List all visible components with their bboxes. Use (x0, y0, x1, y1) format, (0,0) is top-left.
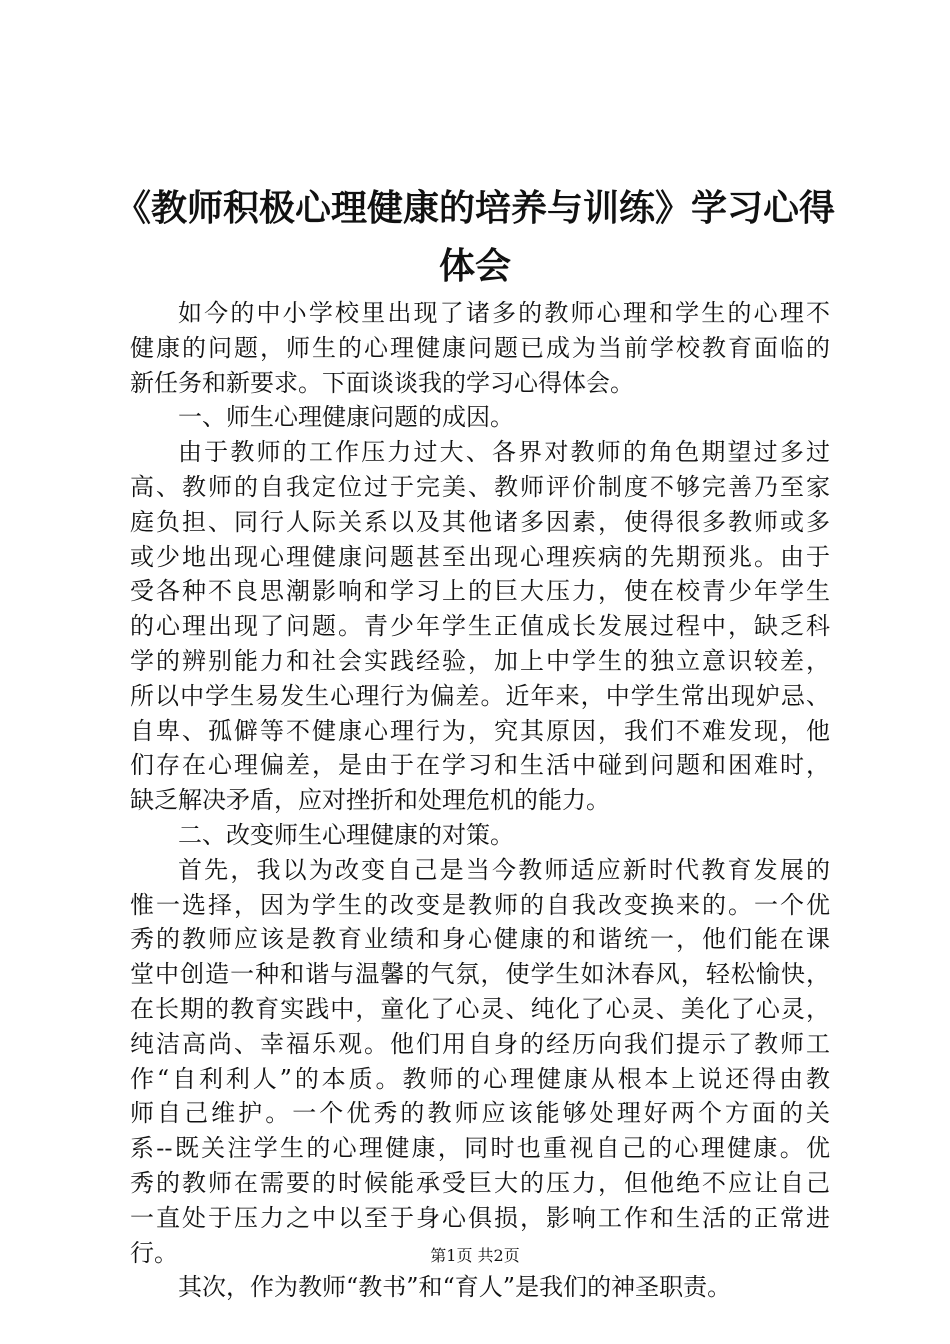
body-line: 秀的教师应该是教育业绩和身心健康的和谐统一，他们能在课 (130, 925, 830, 954)
body-line: 的心理出现了问题。青少年学生正值成长发展过程中，缺乏科 (130, 612, 830, 641)
body-line: 由于教师的工作压力过大、各界对教师的角色期望过多过 (178, 438, 830, 467)
body-line: 一、师生心理健康问题的成因。 (178, 403, 514, 432)
body-line: 如今的中小学校里出现了诸多的教师心理和学生的心理不 (178, 299, 830, 327)
body-line: 所以中学生易发生心理行为偏差。近年来，中学生常出现妒忌、 (130, 681, 830, 710)
body-line: 高、教师的自我定位过于完美、教师评价制度不够完善乃至家 (130, 472, 830, 501)
body-line: 自卑、孤僻等不健康心理行为，究其原因，我们不难发现，他 (130, 716, 830, 745)
body-line: 其次，作为教师“教书”和“育人”是我们的神圣职责。 (178, 1273, 732, 1302)
body-line: 秀的教师在需要的时候能承受巨大的压力，但他绝不应让自己 (130, 1168, 830, 1197)
body-line: 受各种不良思潮影响和学习上的巨大压力，使在校青少年学生 (130, 577, 830, 606)
body-line: 在长期的教育实践中，童化了心灵、纯化了心灵、美化了心灵， (130, 994, 830, 1023)
body-line: 系--既关注学生的心理健康，同时也重视自己的心理健康。优 (130, 1134, 830, 1163)
body-line: 师自己维护。一个优秀的教师应该能够处理好两个方面的关 (130, 1099, 830, 1128)
document-body (130, 296, 830, 1305)
document-title-line-2: 体会 (438, 245, 511, 287)
body-line: 健康的问题，师生的心理健康问题已成为当前学校教育面临的 (130, 333, 830, 362)
body-line: 行。 (130, 1238, 178, 1267)
body-line: 新任务和新要求。下面谈谈我的学习心得体会。 (130, 368, 634, 397)
document-title-line-1: 《教师积极心理健康的培养与训练》学习心得 (114, 187, 835, 229)
body-line: 二、改变师生心理健康的对策。 (178, 820, 514, 849)
page-footer: 第1页 共2页 (430, 1246, 520, 1265)
body-line: 一直处于压力之中以至于身心俱损，影响工作和生活的正常进 (130, 1203, 830, 1232)
body-line: 堂中创造一种和谐与温馨的气氛，使学生如沐春风，轻松愉快， (130, 960, 830, 989)
body-line: 或少地出现心理健康问题甚至出现心理疾病的先期预兆。由于 (130, 542, 830, 571)
body-line: 惟一选择，因为学生的改变是教师的自我改变换来的。一个优 (130, 890, 830, 919)
body-line: 庭负担、同行人际关系以及其他诸多因素，使得很多教师或多 (130, 507, 830, 536)
body-line: 首先，我以为改变自己是当今教师适应新时代教育发展的 (178, 855, 830, 884)
body-line: 学的辨别能力和社会实践经验，加上中学生的独立意识较差， (130, 646, 830, 675)
body-line: 缺乏解决矛盾，应对挫折和处理危机的能力。 (130, 786, 610, 815)
body-line: 作“自利利人”的本质。教师的心理健康从根本上说还得由教 (130, 1064, 830, 1093)
body-line: 纯洁高尚、幸福乐观。他们用自身的经历向我们提示了教师工 (130, 1029, 830, 1058)
body-line: 们存在心理偏差，是由于在学习和生活中碰到问题和困难时， (130, 751, 830, 780)
